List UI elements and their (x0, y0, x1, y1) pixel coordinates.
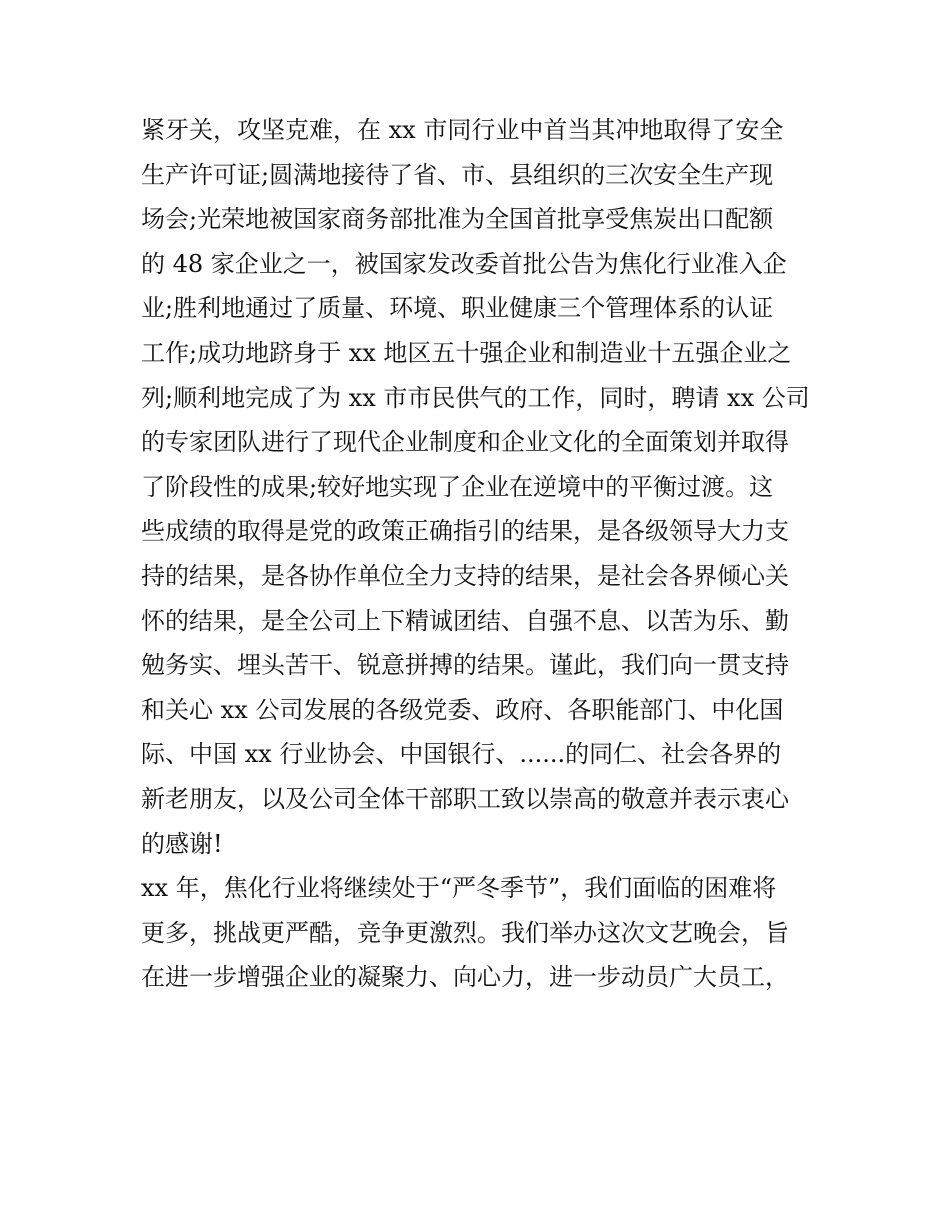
text-line: 紧牙关，攻坚克难，在 xx 市同行业中首当其冲地取得了安全 (141, 116, 784, 144)
text-line: 的 48 家企业之一，被国家发改委首批公告为焦化行业准入企 (141, 249, 787, 278)
text-line: 勉务实、埋头苦干、锐意拼搏的结果。谨此，我们向一贯支持 (141, 651, 789, 680)
text-line: 的专家团队进行了现代企业制度和企业文化的全面策划并取得 (141, 428, 789, 457)
text-line: 工作;成功地跻身于 xx 地区五十强企业和制造业十五强企业之 (141, 338, 792, 367)
text-line: xx 年，焦化行业将继续处于“严冬季节”，我们面临的困难将 (141, 874, 777, 903)
text-line: 些成绩的取得是党的政策正确指引的结果，是各级领导大力支 (141, 517, 789, 546)
text-line: 怀的结果，是全公司上下精诚团结、自强不息、以苦为乐、勤 (141, 606, 789, 635)
text-line: 列;顺利地完成了为 xx 市市民供气的工作，同时，聘请 xx 公司 (141, 383, 810, 412)
text-line: 和关心 xx 公司发展的各级党委、政府、各职能部门、中化国 (141, 695, 784, 724)
text-line: 生产许可证;圆满地接待了省、市、县组织的三次安全生产现 (141, 160, 774, 189)
text-line: 更多，挑战更严酷，竞争更激烈。我们举办这次文艺晚会，旨 (141, 918, 789, 947)
text-line: 持的结果，是各协作单位全力支持的结果，是社会各界倾心关 (141, 561, 789, 590)
text-line: 在进一步增强企业的凝聚力、向心力，进一步动员广大员工， (141, 963, 789, 992)
text-line: 的感谢! (141, 829, 223, 858)
text-line: 业;胜利地通过了质量、环境、职业健康三个管理体系的认证 (141, 294, 774, 323)
text-line: 际、中国 xx 行业协会、中国银行、......的同仁、社会各界的 (141, 740, 782, 769)
body-text (141, 108, 821, 1000)
text-line: 新老朋友，以及公司全体干部职工致以崇高的敬意并表示衷心 (141, 784, 789, 813)
text-line: 了阶段性的成果;较好地实现了企业在逆境中的平衡过渡。这 (141, 472, 774, 501)
text-line: 场会;光荣地被国家商务部批准为全国首批享受焦炭出口配额 (141, 205, 774, 234)
